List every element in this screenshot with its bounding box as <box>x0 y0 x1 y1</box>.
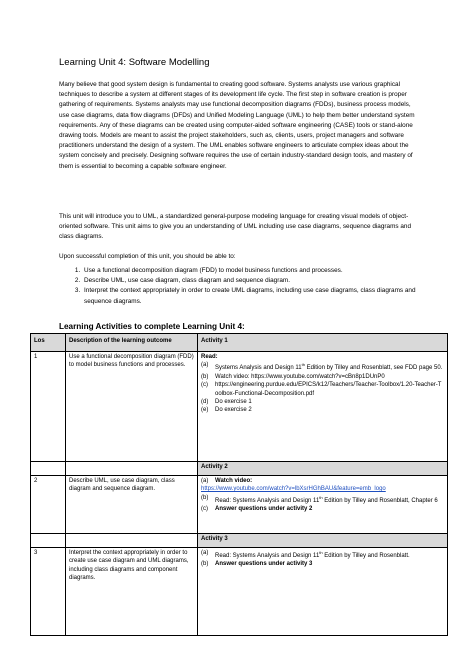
activity-label-row <box>31 534 448 548</box>
table-row <box>31 548 448 636</box>
row-number: 2 <box>31 476 66 534</box>
row-activities <box>198 352 448 462</box>
row-description: Interpret the context appropriately in order to create use case diagram and UML diagrams, including class diagrams and component diagrams. <box>66 548 198 636</box>
list-item: (b) Answer questions under activity 3 <box>201 561 313 568</box>
outcome-item: 3. Interpret the context appropriately in order to create UML diagrams, including use case diagrams, class diagrams and sequence diagrams. <box>82 286 419 306</box>
outcome-item: 1. Use a functional decomposition diagram (FDD) to model business functions and processes. <box>82 266 419 276</box>
youtube-link[interactable]: https://www.youtube.com/watch?v=lbXsrHGhBAU&feature=emb_logo <box>201 486 386 493</box>
list-item: (a) Watch video: <box>201 478 253 484</box>
activity-items <box>201 477 444 514</box>
header-los: Los <box>31 334 66 352</box>
row-description: Use a functional decomposition diagram (FDD) to model business functions and processes. <box>66 352 198 462</box>
unit-intro-paragraph: This unit will introduce you to UML, a standardized general-purpose modeling language for creating visual models of object-oriented software. This unit aims to give you an understanding of UML including use case diagrams, sequence diagrams and class diagrams. <box>59 213 412 241</box>
outcomes-lead: Upon successful completion of this unit, you should be able to: <box>59 253 236 260</box>
list-item: (c) Answer questions under activity 2 <box>201 506 313 513</box>
row-activities <box>198 476 448 534</box>
table-header-row <box>31 334 448 352</box>
row-description: Describe UML, use case diagram, class diagram and sequence diagram. <box>66 476 198 534</box>
header-description: Description of the learning outcome <box>66 334 198 352</box>
intro-paragraph: Many believe that good system design is fundamental to creating good software. Systems analysts use various graphical techniques to describe a system at different stages of its development life cycle. The first step in software creation is proper gathering of requirements. Systems analysts may use functional decomposition diagrams (FDDs), business process models, use case diagrams, data flow diagrams (DFDs) and Unified Modeling Language (UML) to help them better understand system requirements. Any of these diagrams can be created using computer-aided software engineering (CASE) tools or stand-alone drawing tools. Models are meant to assist the project stakeholders, such as, clients, users, project managers and software practitioners understand the design of a system. The UML enables software engineers to articulate complex ideas about the system concisely and precisely. Designing software requires the use of certain industry-standard design tools, and mastery of them is essential to becoming a capable software engineer. <box>59 81 415 170</box>
outcomes-list <box>59 266 419 307</box>
activity-2-label: Activity 2 <box>198 462 448 476</box>
list-item: (b) Watch video: https://www.youtube.com/watch?v=cBn8p1DUnP0 <box>201 373 444 381</box>
read-label: Read: <box>201 354 218 360</box>
activity-3-label: Activity 3 <box>198 534 448 548</box>
header-activity-1: Activity 1 <box>198 334 448 352</box>
activity-label-row <box>31 462 448 476</box>
table-row <box>31 352 448 462</box>
activities-heading: Learning Activities to complete Learning Unit 4: <box>59 322 245 331</box>
video-link[interactable]: Watch video: https://www.youtube.com/watch?v=cBn8p1DUnP0 <box>215 373 385 380</box>
list-item: (a) Read: Systems Analysis and Design 11th Edition by Tilley and Rosenblatt. <box>201 550 410 559</box>
list-item <box>201 485 444 493</box>
list-item: (b) Read: Systems Analysis and Design 11th Edition by Tilley and Rosenblatt, Chapter 6 <box>201 494 438 504</box>
page-title: Learning Unit 4: Software Modelling <box>59 57 210 68</box>
table-row <box>31 476 448 534</box>
row-number: 1 <box>31 352 66 462</box>
pdf-link[interactable]: https://engineering.purdue.edu/EPICS/k12/Teachers/Teacher-Toolbox/1.20-Teacher-Toolbox-Functional-Decomposition.pdf <box>215 382 442 397</box>
row-number: 3 <box>31 548 66 636</box>
list-item: (d) Do exercise 1 <box>201 399 252 406</box>
list-item: (a) Systems Analysis and Design 11th Edition by Tilley and Rosenblatt, see FDD page 50. <box>201 362 443 372</box>
list-item: (c) https://engineering.purdue.edu/EPICS/k12/Teachers/Teacher-Toolbox/1.20-Teacher-Toolbox-Functional-Decomposition.pdf <box>201 381 444 398</box>
activity-items <box>201 549 444 569</box>
activity-items <box>201 361 444 414</box>
learning-activities-table <box>30 333 448 636</box>
outcome-item: 2. Describe UML, use case diagram, class diagram and sequence diagram. <box>82 276 419 286</box>
row-activities <box>198 548 448 636</box>
list-item: (e) Do exercise 2 <box>201 407 252 414</box>
